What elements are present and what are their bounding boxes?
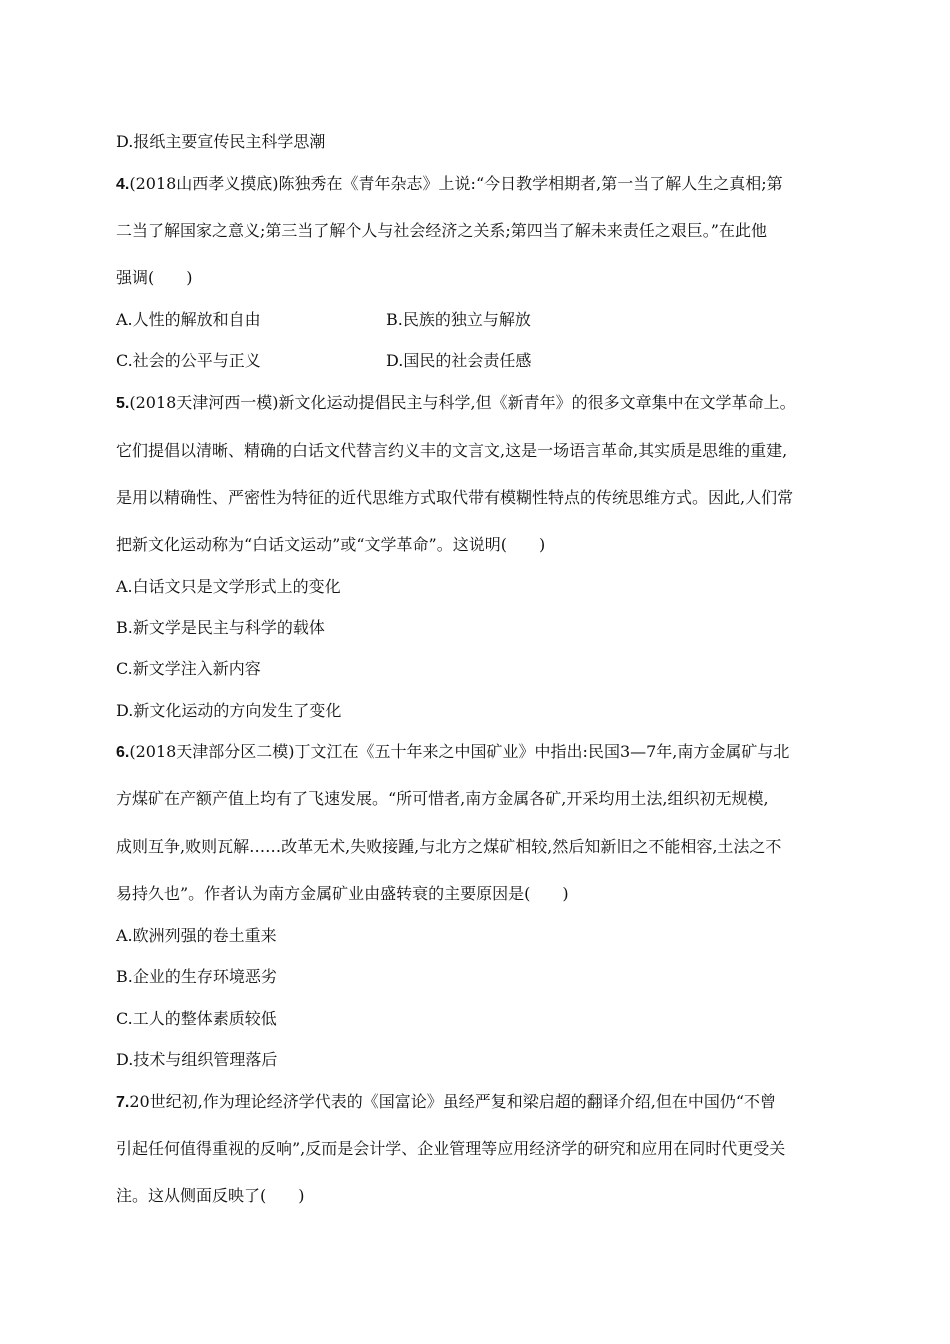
- question-7-number: 7.: [116, 1094, 130, 1111]
- question-6-line-1: [116, 742, 789, 763]
- question-5-line-2: 它们提倡以清晰、精确的白话文代替言约义丰的文言文,这是一场语言革命,其实质是思维的重建,: [116, 441, 788, 460]
- question-4-option-b: B.民族的独立与解放: [386, 310, 531, 329]
- question-6-line-4: 易持久也”。作者认为南方金属矿业由盛转衰的主要原因是( ): [116, 884, 569, 903]
- question-7-text-1: 20世纪初,作为理论经济学代表的《国富论》虽经严复和梁启超的翻译介绍,但在中国仍“不曾: [129, 1092, 777, 1111]
- question-5-number: 5.: [116, 395, 130, 412]
- question-6-line-2: 方煤矿在产额产值上均有了飞速发展。“所可惜者,南方金属各矿,开采均用土法,组织初无规模,: [116, 789, 769, 808]
- question-6-text-1: (2018天津部分区二模)丁文江在《五十年来之中国矿业》中指出:民国3—7年,南方金属矿与北: [129, 742, 790, 761]
- question-4-line-3: 强调( ): [116, 268, 193, 287]
- question-7-line-1: [116, 1092, 776, 1113]
- question-4-line-1: [116, 174, 783, 195]
- question-5-option-c: C.新文学注入新内容: [116, 659, 261, 678]
- question-5-line-3: 是用以精确性、严密性为特征的近代思维方式取代带有模糊性特点的传统思维方式。因此,人们常: [116, 488, 794, 507]
- question-7-line-3: 注。这从侧面反映了( ): [116, 1186, 305, 1205]
- question-4-option-c: C.社会的公平与正义: [116, 351, 261, 370]
- question-4-number: 4.: [116, 176, 130, 193]
- question-4-option-d: D.国民的社会责任感: [386, 351, 532, 370]
- question-5-line-1: [116, 393, 796, 414]
- question-7-line-2: 引起任何值得重视的反响”,反而是会计学、企业管理等应用经济学的研究和应用在同时代更受关: [116, 1139, 786, 1158]
- question-6-line-3: 成则互争,败则瓦解……改革无术,失败接踵,与北方之煤矿相较,然后知新旧之不能相容,土法之不: [116, 837, 782, 856]
- question-5-line-4: 把新文化运动称为“白话文运动”或“文学革命”。这说明( ): [116, 535, 546, 554]
- question-6-option-c: C.工人的整体素质较低: [116, 1009, 277, 1028]
- question-6-option-b: B.企业的生存环境恶劣: [116, 967, 277, 986]
- question-3-option-d: D.报纸主要宣传民主科学思潮: [116, 132, 326, 151]
- question-6-option-d: D.技术与组织管理落后: [116, 1050, 278, 1069]
- question-6-number: 6.: [116, 744, 130, 761]
- question-5-option-a: A.白话文只是文学形式上的变化: [116, 577, 341, 596]
- question-5-option-b: B.新文学是民主与科学的载体: [116, 618, 325, 637]
- question-5-option-d: D.新文化运动的方向发生了变化: [116, 701, 342, 720]
- question-4-text-1: (2018山西孝义摸底)陈独秀在《青年杂志》上说:“今日教学相期者,第一当了解人生之真相;第: [129, 174, 783, 193]
- question-4-option-a: A.人性的解放和自由: [116, 310, 261, 329]
- question-5-text-1: (2018天津河西一模)新文化运动提倡民主与科学,但《新青年》的很多文章集中在文学革命上。: [129, 393, 796, 412]
- question-6-option-a: A.欧洲列强的卷土重来: [116, 926, 277, 945]
- question-4-line-2: 二当了解国家之意义;第三当了解个人与社会经济之关系;第四当了解未来责任之艰巨。”在此他: [116, 221, 767, 240]
